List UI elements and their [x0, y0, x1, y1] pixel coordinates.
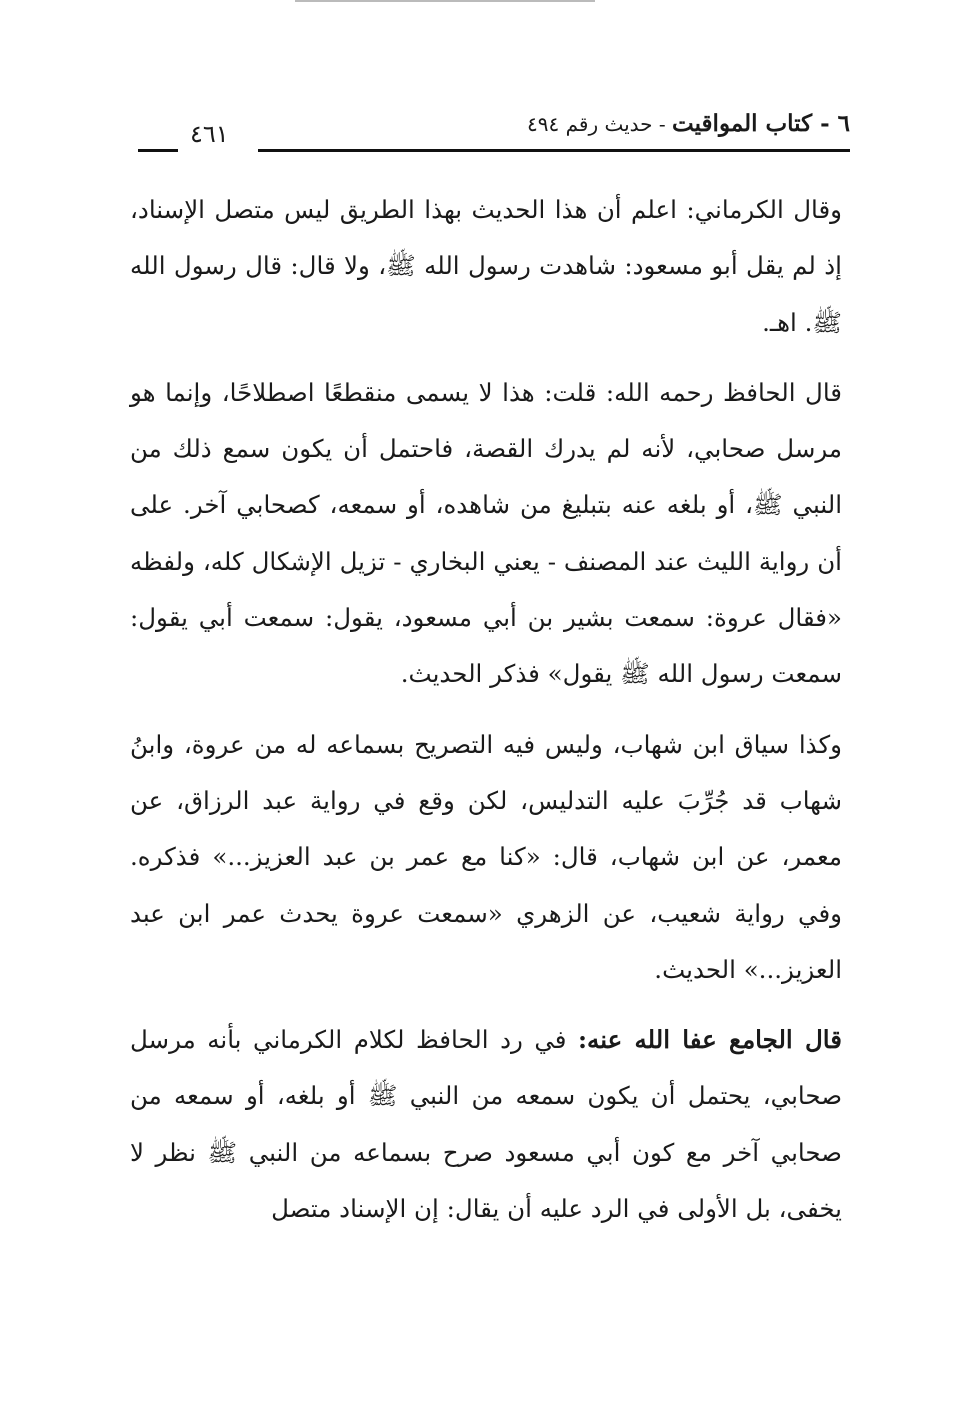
header-rule [258, 149, 850, 152]
paragraph-text: وقال الكرماني: اعلم أن هذا الحديث بهذا الطريق ليس متصل الإسناد، إذ لم يقل أبو مسعود: شاهدت رسول الله ﷺ، ولا قال: قال رسول الله ﷺ. اهـ. [130, 195, 842, 337]
paragraph-text: قال الحافظ رحمه الله: قلت: هذا لا يسمى منقطعًا اصطلاحًا، وإنما هو مرسل صحابي، لأنه لم يدرك القصة، فاحتمل أن يكون سمع ذلك من النبي ﷺ، أو بلغه عنه بتبليغ من شاهده، أو سمعه، كصحابي آخر. على أن رواية الليث عند المصنف - يعني البخاري - تزيل الإشكال كله، ولفظه «فقال عروة: سمعت بشير بن أبي مسعود، يقول: سمعت أبي يقول: سمعت رسول الله ﷺ يقول» فذكر الحديث. [130, 377, 842, 689]
paragraph-kirmani [130, 182, 842, 351]
running-title [527, 110, 850, 137]
paragraph-text: وكذا سياق ابن شهاب، وليس فيه التصريح بسماعه له من عروة، وابنُ شهاب قد جُرِّبَ عليه التدليس، لكن وقع في رواية عبد الرزاق، عن معمر، عن ابن شهاب، قال: «كنا مع عمر بن عبد العزيز...» فذكره. وفي رواية شعيب، عن الزهري «سمعت عروة يحدث عمر ابن عبد العزيز...» الحديث. [130, 729, 842, 984]
paragraph-hafiz [130, 365, 842, 703]
running-title-book: ٦ - كتاب المواقيت [672, 110, 850, 137]
running-title-hadith: - حديث رقم ٤٩٤ [527, 112, 673, 136]
paragraph-ibn-shihab [130, 717, 842, 998]
top-edge-rule [295, 0, 595, 2]
paragraph-lead-bold: قال الجامع عفا الله عنه: [578, 1025, 842, 1055]
page-header [130, 108, 850, 158]
body-text [130, 182, 842, 1237]
page-number: ٤٦١ [190, 120, 229, 148]
page-number-dash [138, 149, 178, 152]
paragraph-jami [130, 1012, 842, 1237]
paragraph-text: في رد الحافظ لكلام الكرماني بأنه مرسل صحابي، يحتمل أن يكون سمعه من النبي ﷺ أو بلغه، أو سمعه من صحابي آخر مع كون أبي مسعود صرح بسماعه من النبي ﷺ نظر لا يخفى، بل الأولى في الرد عليه أن يقال: إن الإسناد متصل [130, 1025, 842, 1224]
